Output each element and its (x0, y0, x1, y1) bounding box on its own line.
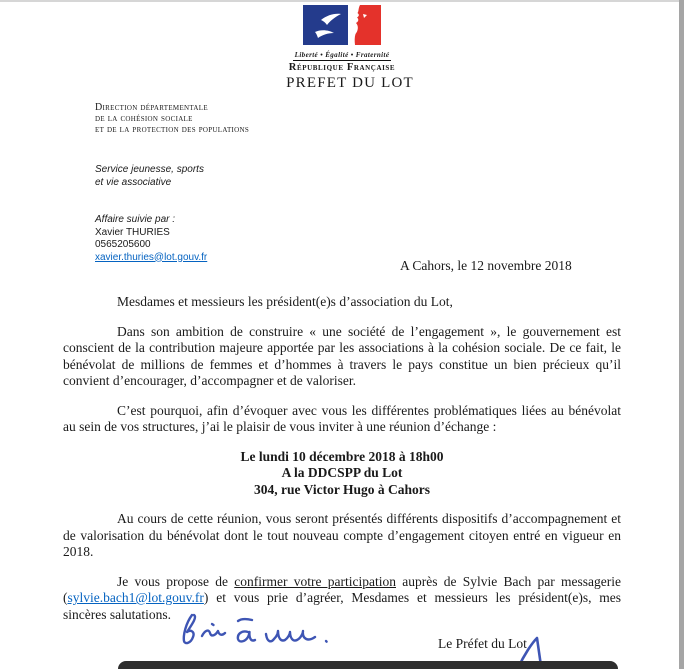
page-top-border (0, 0, 684, 2)
greeting: Mesdames et messieurs les président(e)s d’association du Lot, (117, 294, 453, 309)
meeting-address: 304, rue Victor Hugo à Cahors (254, 481, 430, 497)
republic-name: République Française (288, 62, 396, 73)
republic-motto: Liberté • Égalité • Fraternité (294, 51, 390, 59)
contact-name: Xavier THURIES (95, 226, 170, 238)
paragraph-4-text: ) et vous prie d’agréer, Mesdames et messieurs les président(e)s, mes sincères salutations. (63, 590, 621, 622)
paragraph-2: C’est pourquoi, afin d’évoquer avec vous les différentes problématiques liées au bénévolat au sein de vos structures, j’ai le plaisir de vous inviter à une réunion d’échange : (63, 402, 621, 434)
paragraph-1: Dans son ambition de construire « une société de l’engagement », le gouvernement est conscient de la contribution majeure apportée par les associations à la cohésion sociale. De ce fait, le bénévolat de millions de femmes et d’hommes à travers le pays constitue un bien précieux qu’il convient d’encourager, d’accompagner et de valoriser. (63, 323, 621, 388)
handwritten-note-ink (176, 608, 336, 657)
sender-direction (95, 102, 249, 135)
paragraph-4-text: Je vous propose de (117, 573, 235, 589)
sylvie-email-link[interactable]: sylvie.bach1@lot.gouv.fr (67, 590, 204, 605)
confirm-participation-underlined: confirmer votre participation (234, 573, 396, 589)
bottom-toolbar[interactable] (118, 661, 618, 669)
direction-line: et de la protection des populations (95, 124, 250, 135)
paragraph-4 (63, 574, 621, 624)
paragraph-3: Au cours de cette réunion, vous seront présentés différents dispositifs d’accompagnement et de valorisation du bénévolat dont le tout nouveau compte d’engagement citoyen entré en vigueur en 2018. (63, 511, 621, 559)
signatory-title: Le Préfet du Lot (438, 636, 527, 651)
sender-email-link[interactable]: xavier.thuries@lot.gouv.fr (95, 251, 208, 263)
prefecture-title: PREFET DU LOT (286, 75, 414, 91)
sender-contact (95, 214, 207, 264)
letterhead (0, 5, 684, 73)
direction-line: de la cohésion sociale (95, 113, 193, 124)
letter-body (63, 294, 621, 636)
service-line: et vie associative (95, 177, 172, 188)
contact-label: Affaire suivie par : (95, 214, 176, 225)
meeting-datetime: Le lundi 10 décembre 2018 à 18h00 (240, 448, 444, 464)
direction-line: Direction départementale (95, 102, 208, 113)
window-edge (679, 0, 684, 669)
sender-service (95, 163, 204, 189)
meeting-details (63, 449, 621, 499)
meeting-place: A la DDCSPP du Lot (281, 465, 403, 480)
marianne-logo-icon (303, 5, 381, 50)
service-line: Service jeunesse, sports (95, 164, 204, 175)
date-line: A Cahors, le 12 novembre 2018 (400, 258, 572, 273)
paragraph-4-text: auprès de Sylvie Bach par messagerie ( (63, 573, 621, 605)
letterhead-divider (293, 60, 391, 61)
contact-phone: 0565205600 (95, 239, 151, 250)
